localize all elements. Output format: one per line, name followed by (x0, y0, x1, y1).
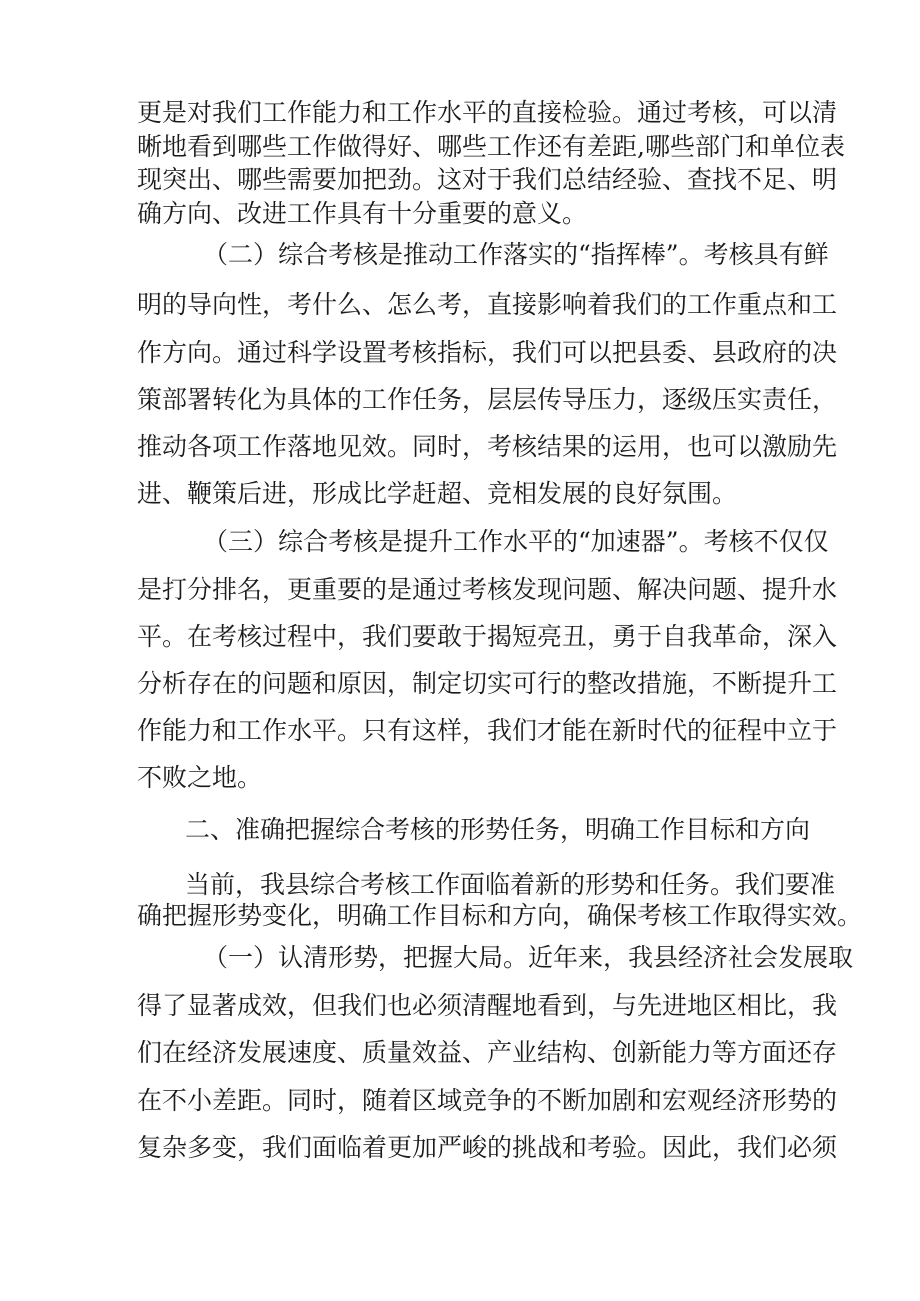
text-line: 得了显著成效，但我们也必须清醒地看到，与先进地区相比，我 (137, 991, 838, 1020)
text-line: 推动各项工作落地见效。同时，考核结果的运用，也可以激励先 (137, 432, 838, 461)
text-line: 作方向。通过科学设置考核指标，我们可以把县委、县政府的决 (137, 338, 838, 367)
text-line: 确方向、改进工作具有十分重要的意义。 (137, 199, 588, 228)
text-line: 明的导向性，考什么、怎么考，直接影响着我们的工作重点和工 (137, 290, 838, 319)
text-line: 在不小差距。同时，随着区域竞争的不断加剧和宏观经济形势的 (137, 1086, 838, 1115)
text-line: 平。在考核过程中，我们要敢于揭短亮丑，勇于自我革命，深入 (137, 622, 838, 651)
text-line: 作能力和工作水平。只有这样，我们才能在新时代的征程中立于 (137, 716, 838, 745)
text-line: 确把握形势变化，明确工作目标和方向，确保考核工作取得实效。 (137, 901, 863, 930)
text-line: 现突出、哪些需要加把劲。这对于我们总结经验、查找不足、明 (137, 165, 838, 194)
text-line: 更是对我们工作能力和工作水平的直接检验。通过考核，可以清 (137, 98, 838, 127)
text-line: 是打分排名，更重要的是通过考核发现问题、解决问题、提升水 (137, 575, 838, 604)
text-line: 分析存在的问题和原因，制定切实可行的整改措施，不断提升工 (137, 669, 838, 698)
text-line: 不败之地。 (137, 763, 263, 792)
text-line: 们在经济发展速度、质量效益、产业结构、创新能力等方面还存 (137, 1038, 838, 1067)
paragraph-heading-line: （三）综合考核是提升工作水平的“加速器”。考核不仅仅 (203, 527, 829, 556)
text-line: 晰地看到哪些工作做得好、哪些工作还有差距,哪些部门和单位表 (137, 132, 845, 161)
text-line: 当前，我县综合考核工作面临着新的形势和任务。我们要准 (185, 870, 836, 899)
text-line: 进、鞭策后进，形成比学赶超、竞相发展的良好氛围。 (137, 479, 738, 508)
text-line: 复杂多变，我们面临着更加严峻的挑战和考验。因此，我们必须 (137, 1133, 838, 1162)
paragraph-heading-line: （一）认清形势，把握大局。近年来，我县经济社会发展取 (203, 943, 854, 972)
paragraph-heading-line: （二）综合考核是推动工作落实的“指挥棒”。考核具有鲜 (203, 240, 829, 269)
section-heading: 二、准确把握综合考核的形势任务，明确工作目标和方向 (185, 815, 811, 844)
text-line: 策部署转化为具体的工作任务，层层传导压力，逐级压实责任， (137, 385, 838, 414)
